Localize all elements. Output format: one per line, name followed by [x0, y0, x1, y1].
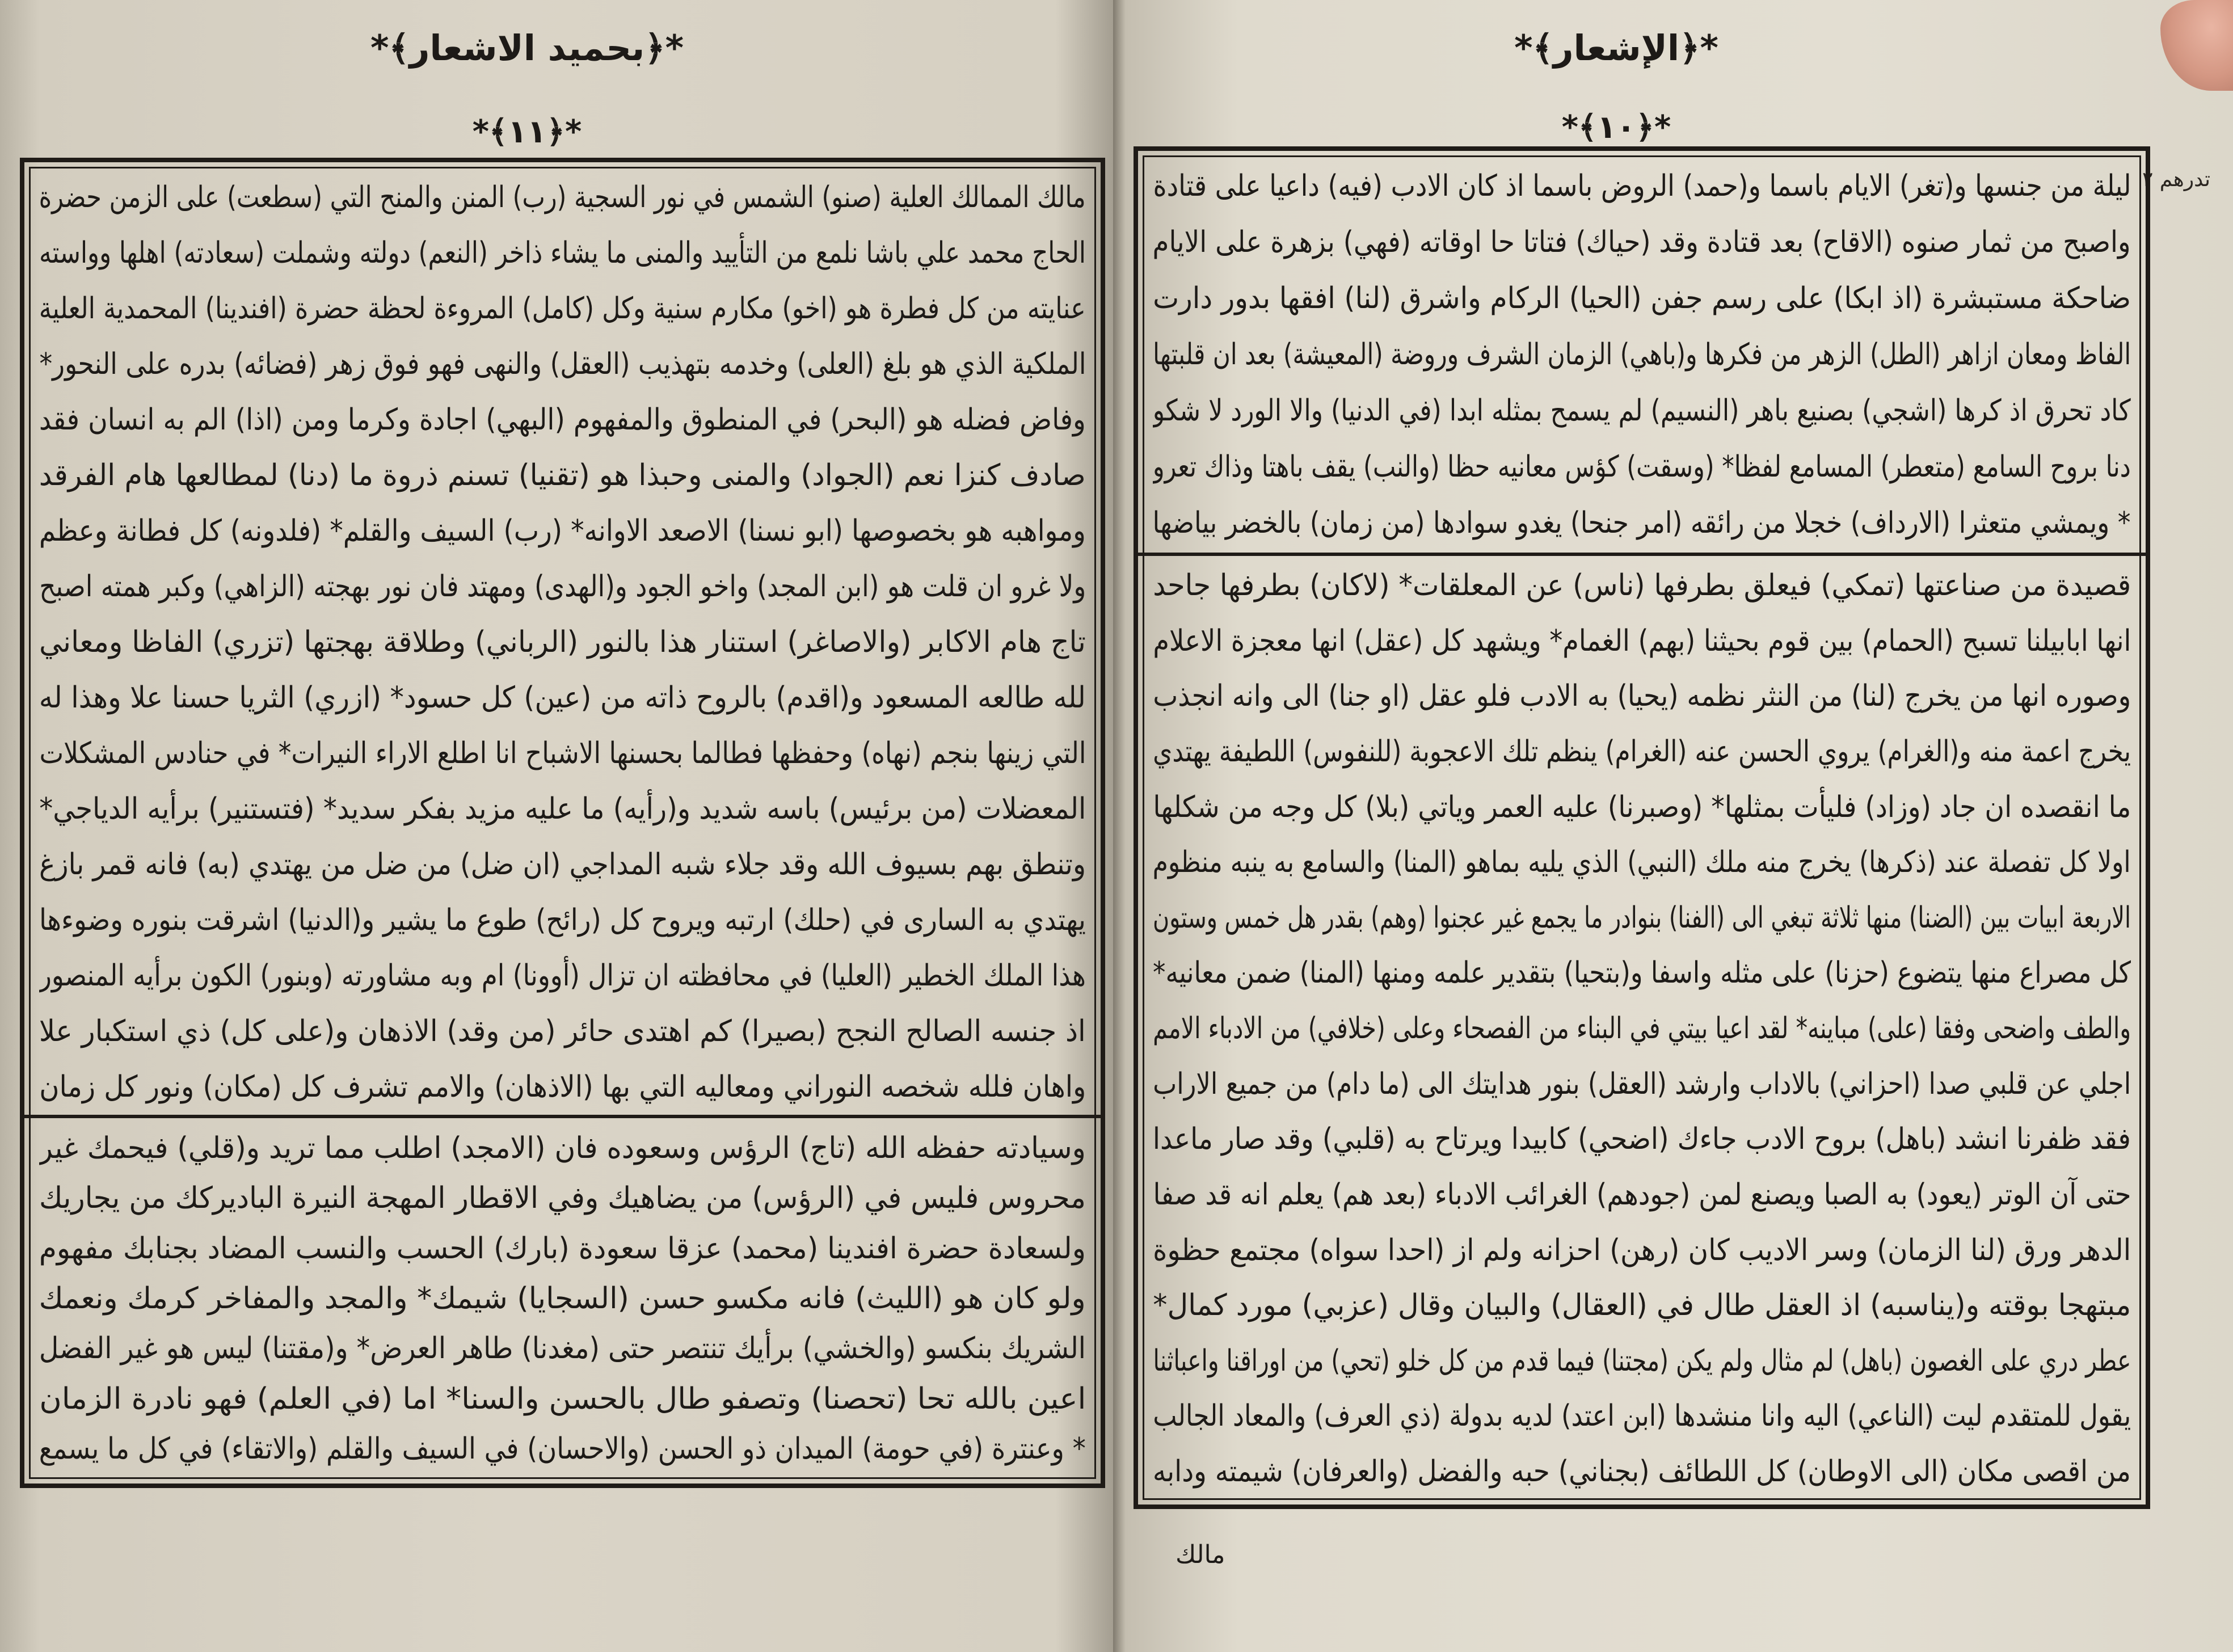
- text-line: [39, 228, 1086, 278]
- text-line: [39, 1424, 1086, 1474]
- text-line: [39, 450, 1086, 500]
- text-line: [1153, 893, 2131, 943]
- text-line-content: فقد ظفرنا انشد (باهل) بروح الادب جاءك (اضحي) كابيدا ويرتاح به (قلبي) وقد صار ماعدا: [1153, 1122, 2131, 1157]
- right-text-frame: [1134, 146, 2150, 1509]
- text-line: [39, 951, 1086, 1001]
- text-line: [39, 784, 1086, 834]
- text-line-content: المعضلات (من برئيس) باسه شديد و(رأيه) ما عليه مزيد بفكر سديد* (فتستنير) برأيه الدياجي*: [39, 792, 1086, 826]
- text-line-content: وصوره انها من يخرج (لنا) من النثر نظمه (يحيا) به الادب فلو عقل (او جنا) الى وانه انجذب: [1153, 679, 2131, 714]
- text-line-content: ما انقصده ان جاد (وزاد) فليأت بمثلها* (وصبرنا) عليه العمر وياتي (بلا) كل وجه من شكلها: [1153, 790, 2131, 824]
- text-line: [39, 840, 1086, 890]
- right-upper-text-block: [1153, 161, 2131, 548]
- text-line: [39, 895, 1086, 945]
- text-line: [39, 1123, 1086, 1173]
- text-line-content: من اقصى مكان (الى الاوطان) كل اللطائف (بجناني) حبه والفضل (والعرفان) شيمته ودابه: [1153, 1455, 2131, 1489]
- text-line: [1153, 217, 2131, 267]
- text-line: [1153, 1225, 2131, 1275]
- text-line-content: حتى آن الوتر (يعود) به الصبا ويصنع لمن (جودهم) الغرائب الادباء (بعد هم) يعلم انه قد صفا: [1153, 1177, 2131, 1212]
- text-line-content: لله طالعه المسعود و(اقدم) بالروح ذاته من (عين) كل حسود* (ازري) الثريا حسنا علا وهذا له: [39, 681, 1086, 715]
- text-line: [39, 562, 1086, 612]
- text-line: [39, 1062, 1086, 1112]
- left-lower-text-block: [39, 1123, 1086, 1474]
- text-line-content: دنا بروح السامع (متعطر) المسامع لفظا* (وسقت) كؤس معانيه حظا (والنب) يقف باهتا وذاك تعرو: [1153, 450, 2131, 484]
- text-line: [39, 1224, 1086, 1274]
- left-page-number: *﴿١١﴾*: [472, 113, 582, 150]
- text-line: [1153, 1447, 2131, 1497]
- text-line: [39, 1173, 1086, 1223]
- text-line-content: يخرج اعمة منه و(الغرام) يروي الحسن عنه (الغرام) ينظم تلك الاعجوبة (للنفوس) اللطيفة يهتدي: [1153, 734, 2131, 769]
- text-line-content: اجلي عن قلبي صدا (احزاني) بالاداب وارشد (العقل) بنور هدايتك الى (ما دام) من جميع الاراب: [1153, 1067, 2131, 1101]
- left-page: [0, 0, 1113, 1652]
- text-line: [39, 728, 1086, 778]
- text-line-content: التي زينها بنجم (نهاه) وحفظها فطالما بحسنها الاشباح انا اطلع الاراء النيرات* في حنادس المشكلات: [39, 736, 1086, 770]
- text-line-content: اولا كل تفصلة عند (ذكرها) يخرج منه ملك (النبي) الذي يليه بماهو (المنا) والسامع به ينبه منظوم: [1153, 845, 2131, 880]
- finger-at-corner: [2160, 0, 2233, 91]
- text-line: [39, 673, 1086, 723]
- text-line: [1153, 161, 2131, 211]
- text-line-content: * ويمشي متعثرا (الارداف) خجلا من رائقه (امر جنحا) يغدو سوادها (من زمان) بالخضر بياضها: [1153, 506, 2131, 540]
- text-line: [1153, 1391, 2131, 1441]
- text-line-content: ضاحكة مستبشرة (اذ ابكا) على رسم جفن (الحيا) الركام واشرق (لنا) افقها بدور دارت: [1153, 281, 2131, 315]
- text-line-content: ولا غرو ان قلت هو (ابن المجد) واخو الجود و(الهدى) ومهتد فان نور بهجته (الزاهي) وكبر همته اصبح: [39, 570, 1086, 604]
- text-line-content: اعين بالله تحا (تحصنا) وتصفو طال بالحسن والسنا* اما (في العلم) فهو نادرة الزمان: [39, 1381, 1086, 1416]
- text-line-content: محروس فليس في (الرؤس) من يضاهيك وفي الاقطار المهجة النيرة الباديركك من يجاريك: [39, 1181, 1086, 1216]
- text-line: [1153, 330, 2131, 380]
- text-line-content: الملكية الذي هو بلغ (العلى) وخدمه بتهذيب (العقل) والنهى فهو فوق زهر (فضائه) بدره على النحور*: [39, 347, 1086, 381]
- text-line-content: تاج هام الاكابر (والاصاغر) استنار هذا بالنور (الرباني) وطلاقة بهجتها (تزري) الفاظا ومعاني: [39, 625, 1086, 659]
- catchword: مالك: [1176, 1540, 1225, 1569]
- text-line: [1153, 560, 2131, 610]
- text-line: [39, 284, 1086, 334]
- text-line-content: عنايته من كل فطرة هو (اخو) مكارم سنية وكل (كامل) المروءة لحظة حضرة (افندينا) المحمدية العلية: [39, 292, 1086, 326]
- text-line-content: هذا الملك الخطير (العليا) في محافظته ان تزال (أوونا) ام وبه مشاورته (وبنور) الكون برأيه المنصور: [39, 959, 1086, 993]
- right-section-divider: [1138, 553, 2146, 556]
- text-line: [1153, 948, 2131, 998]
- left-section-divider: [24, 1115, 1101, 1118]
- text-line: [39, 339, 1086, 389]
- text-line: [1153, 616, 2131, 666]
- text-line-content: واصبح من ثمار صنوه (الاقاح) بعد قتادة وقد (حياك) فتاتا حا اوقاته (فهي) بزهرة على الايام: [1153, 225, 2131, 259]
- text-line: [1153, 273, 2131, 323]
- text-line-content: الاربعة ابيات بين (الضنا) منها ثلاثة تبغي الى (الفنا) بنوادر ما يجمع غير عجنوا (وهم) بقدر هل خمس وستون: [1153, 900, 2131, 935]
- text-line: [1153, 386, 2131, 436]
- right-lower-text-block: [1153, 560, 2131, 1497]
- text-line-content: الشريك بنكسو (والخشي) برأيك تنتصر حتى (مغدنا) طاهر العرض* و(مقتنا) ليس هو غير الفضل: [39, 1331, 1086, 1366]
- text-line-content: الفاظ ومعان ازاهر (الطل) الزهر من فكرها و(باهي) الزمان الشرف وروضة (المعيشة) بعد ان قلبتها: [1153, 338, 2131, 372]
- text-line: [1153, 498, 2131, 548]
- text-line: [1153, 442, 2131, 492]
- text-line: [39, 1324, 1086, 1373]
- text-line: [1153, 1004, 2131, 1053]
- text-line-content: مبتهجا بوقته و(يناسبه) اذ العقل طال في (العقال) والبيان وقال (عزبي) مورد كمال*: [1153, 1288, 2131, 1323]
- text-line-content: كاد تحرق اذ كرها (اشجي) بصنيع باهر (النسيم) لم يسمح بمثله ابدا (في الدنيا) والا الورد لا شكو: [1153, 394, 2131, 428]
- text-line-content: وسيادته حفظه الله (تاج) الرؤس وسعوده فان (الامجد) اطلب مما تريد و(قلي) فيحمك غير: [39, 1131, 1086, 1165]
- right-page: [1113, 0, 2233, 1652]
- text-line: [1153, 1114, 2131, 1164]
- left-upper-text-block: [39, 172, 1086, 1112]
- text-line-content: قصيدة من صناعتها (تمكي) فيعلق بطرفها (ناس) عن المعلقات* (لاكان) بطرفها جاحد: [1153, 568, 2131, 602]
- text-line-content: * وعنترة (في حومة) الميدان ذو الحسن (والاحسان) في السيف والقلم (والاتقاء) في كل ما يسمع: [39, 1431, 1086, 1466]
- text-line: [1153, 727, 2131, 777]
- text-line: [39, 506, 1086, 556]
- text-line-content: الدهر ورق (لنا الزمان) وسر الاديب كان (رهن) احزانه ولم از (احدا سواه) مجتمع حظوة: [1153, 1233, 2131, 1267]
- right-page-number: *﴿١٠﴾*: [1561, 109, 1671, 146]
- text-line-content: الحاج محمد علي باشا نلمع من التأييد والمنى ما يشاء ذاخر (النعم) دولته وشملت (سعادته) اهلها وواسته: [39, 236, 1086, 270]
- text-line-content: ليلة من جنسها و(تغر) الايام باسما و(حمد) الروض باسما اذ كان الادب (فيه) داعيا على قتادة: [1153, 169, 2131, 203]
- text-line: [39, 1006, 1086, 1056]
- text-line-content: وتنطق بهم بسيوف الله وقد جلاء شبه المداجي (ان ضل) من ضل من يهتدي (به) فانه قمر بازغ: [39, 848, 1086, 882]
- text-line-content: ومواهبه هو بخصوصها (ابو نسنا) الاصعد الاوانه* (رب) السيف والقلم* (فلدونه) كل فطانة وعظم: [39, 514, 1086, 548]
- text-line: [1153, 1336, 2131, 1386]
- text-line: [39, 617, 1086, 667]
- left-page-header: *﴿بحميد الاشعار﴾*: [370, 27, 684, 69]
- text-line: [1153, 1170, 2131, 1220]
- text-line-content: يقول للمتقدم ليت (الناعي) اليه وانا منشدها (ابن اعتد) لديه بدولة (ذي العرف) والمعاد الجالب: [1153, 1399, 2131, 1434]
- text-line-content: عطر دري على الغصون (باهل) لم مثال ولم يكن (مجتنا) فيما قدم من كل خلو (تحي) من اوراقنا واعباثنا: [1153, 1343, 2131, 1378]
- text-line: [39, 172, 1086, 222]
- text-line: [1153, 1059, 2131, 1109]
- text-line-content: والطف واضحى وفقا (على) مباينه* لقد اعيا بيتي في البناء من الفصحاء وعلى (خلافي) من الادباء الامم: [1153, 1012, 2131, 1046]
- text-line-content: صادف كنزا نعم (الجواد) والمنى وحبذا هو (تقنيا) تسنم ذروة ما (دنا) لمطالعها هام الفرقد: [39, 458, 1086, 492]
- text-line: [1153, 1280, 2131, 1330]
- text-line: [39, 1374, 1086, 1424]
- text-line: [39, 1274, 1086, 1324]
- text-line: [39, 395, 1086, 445]
- text-line: [1153, 837, 2131, 887]
- margin-note: تدرهم ٢: [2142, 168, 2210, 191]
- text-line-content: ولو كان هو (الليث) فانه مكسو حسن (السجايا) شيمك* والمجد والمفاخر كرمك ونعمك: [39, 1281, 1086, 1316]
- text-line-content: وفاض فضله هو (البحر) في المنطوق والمفهوم (البهي) اجادة وكرما ومن (اذا) الم به انسان فقد: [39, 403, 1086, 437]
- text-line-content: اذ جنسه الصالح النجح (بصيرا) كم اهتدى حائر (من وقد) الاذهان و(على كل) ذي استكبار علا: [39, 1014, 1086, 1048]
- text-line-content: ولسعادة حضرة افندينا (محمد) عزقا سعودة (بارك) الحسب والنسب المضاد بجنابك مفهوم: [39, 1231, 1086, 1266]
- text-line-content: يهتدي به السارى في (حلك) ارتبه ويروح كل (رائح) طوع ما يشير و(الدنيا) اشرقت بنوره وضوءها: [39, 903, 1086, 937]
- text-line-content: انها ابابيلنا تسبح (الحمام) بين قوم بحيثنا (بهم) الغمام* ويشهد كل (عقل) انها معجزة الاعلام: [1153, 623, 2131, 658]
- text-line-content: مالك الممالك العلية (صنو) الشمس في نور السجية (رب) المنن والمنح التي (سطعت) على الزمن حضرة: [39, 180, 1086, 214]
- left-text-frame: [20, 158, 1105, 1488]
- text-line-content: كل مصراع منها يتضوع (حزنا) على مثله واسفا و(بتحيا) بتقدير علمه ومنها (المنا) ضمن معانيه*: [1153, 956, 2131, 991]
- text-line: [1153, 782, 2131, 832]
- right-page-header: *﴿الإشعار﴾*: [1514, 27, 1718, 69]
- text-line: [1153, 671, 2131, 721]
- text-line-content: واهان فلله شخصه النوراني ومعاليه التي بها (الاذهان) والامم تشرف كل (مكان) ونور كل زمان: [39, 1070, 1086, 1104]
